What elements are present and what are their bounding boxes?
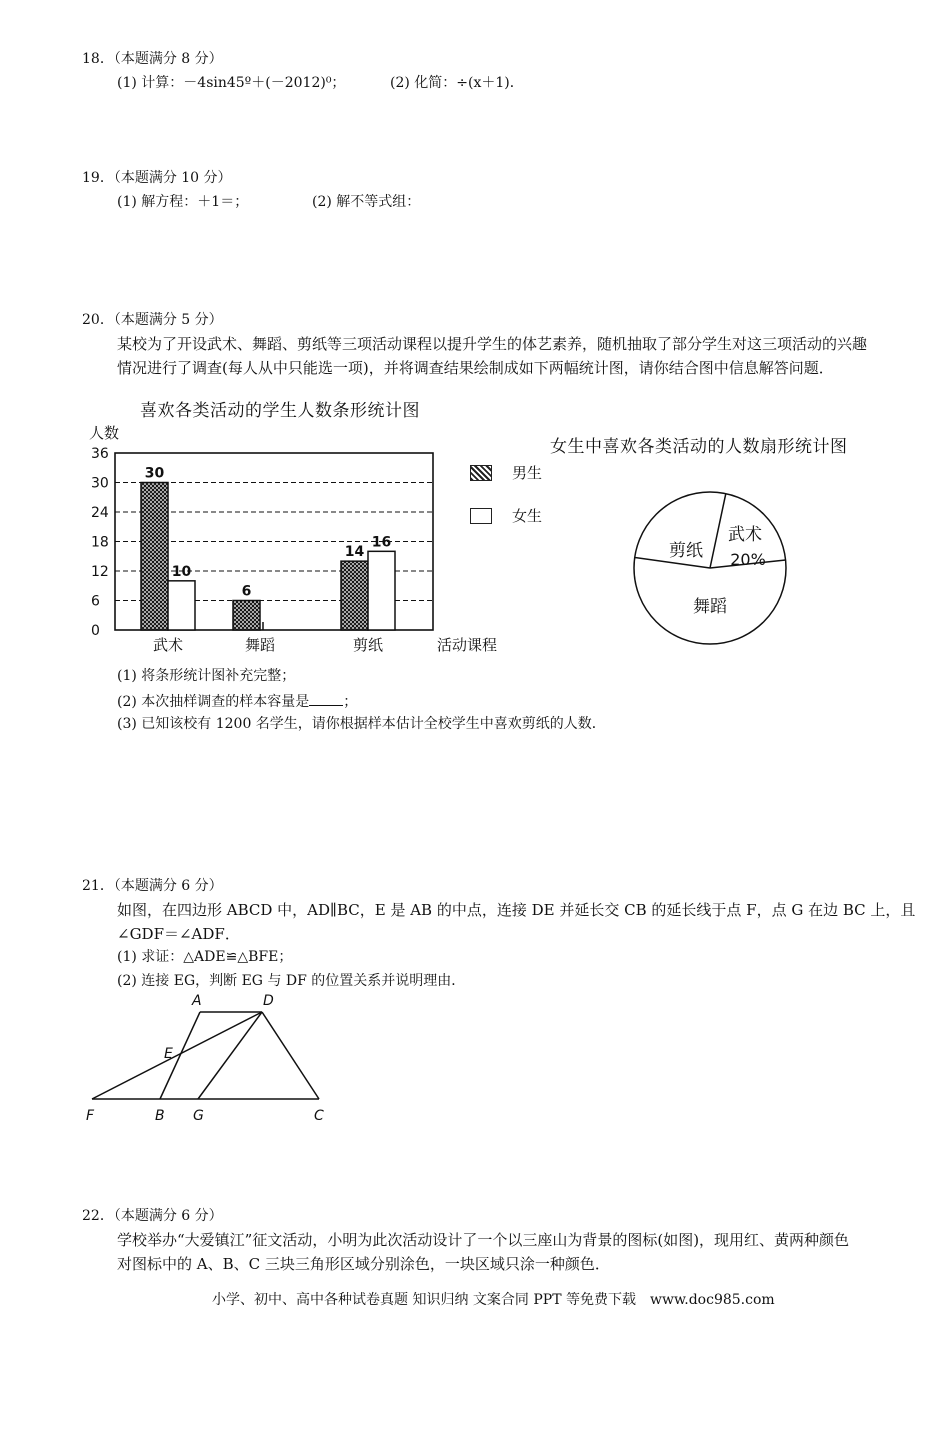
q21-text-line1: 如图，在四边形 ABCD 中，AD∥BC，E 是 AB 的中点，连接 DE 并延长交 CB 的延长线于点 F，点 G 在边 BC 上，且 [117, 901, 916, 919]
q20-header [82, 311, 223, 329]
q18-header [82, 50, 223, 68]
data-label: 14 [344, 544, 365, 561]
legend-swatch-female [470, 508, 492, 524]
label-F: F [86, 1108, 95, 1124]
x-axis-label: 活动课程 [437, 636, 498, 654]
segment-DC [262, 1012, 319, 1099]
label-D: D [263, 993, 274, 1009]
q22-score: （本题满分 6 分） [113, 1208, 223, 1224]
label-E: E [164, 1046, 173, 1062]
label-C: C [314, 1108, 324, 1124]
slice-label-jianzhi: 剪纸 [669, 541, 703, 561]
bar-chart [85, 418, 525, 658]
q20-sub2-text: (2) 本次抽样调查的样本容量是 [117, 694, 310, 710]
y-tick-label: 36 [91, 446, 109, 462]
y-tick-label: 12 [91, 564, 109, 580]
q21-score: （本题满分 6 分） [113, 878, 223, 894]
slice-label-wushu: 武术 [728, 525, 762, 545]
q21-sub1: (1) 求证：△ADE≌△BFE； [117, 949, 293, 965]
q20-score: （本题满分 5 分） [113, 312, 223, 328]
legend-label-female: 女生 [512, 507, 543, 525]
bar-male [141, 483, 168, 631]
slice-value-wushu: 20% [730, 550, 766, 569]
data-label: 6 [241, 583, 252, 600]
q20-sub2 [117, 691, 357, 711]
footer-text: 小学、初中、高中各种试卷真题 知识归纳 文案合同 PPT 等免费下载 www.doc985.com [212, 1292, 775, 1308]
y-tick-label: 0 [91, 623, 100, 639]
y-tick-label: 6 [91, 593, 100, 610]
q18-number: 18． [82, 51, 114, 67]
q20-number: 20． [82, 312, 114, 328]
label-G: G [193, 1108, 204, 1124]
q19-part1: (1) 解方程：＋1＝； [117, 194, 249, 210]
y-axis-label: 人数 [89, 424, 120, 442]
bar-female [368, 551, 395, 630]
y-tick-label: 18 [91, 534, 109, 551]
data-label: 10 [171, 563, 192, 580]
q19-part2: (2) 解不等式组： [312, 194, 421, 210]
q21-header [82, 877, 223, 895]
q18-part1: (1) 计算：－4sin45º＋(－2012)⁰； [117, 75, 346, 91]
bar-male [233, 601, 260, 631]
segment-FD [92, 1012, 262, 1099]
y-tick-label: 30 [91, 475, 109, 492]
legend-swatch-male [470, 465, 492, 481]
q19-number: 19． [82, 170, 114, 186]
data-label: 16 [371, 534, 392, 551]
bar-male [341, 561, 368, 630]
geometry-figure [80, 990, 340, 1125]
q20-sub1: (1) 将条形统计图补充完整； [117, 668, 296, 684]
answer-blank [309, 691, 343, 706]
q19-score: （本题满分 10 分） [113, 170, 232, 186]
q21-text-line2: ∠GDF＝∠ADF． [117, 925, 240, 943]
q20-sub2-end: ； [343, 694, 358, 710]
q20-text-line2: 情况进行了调查(每人从中只能选一项)，并将调查结果绘制成如下两幅统计图，请你结合图中信息解答问题． [117, 359, 834, 377]
bar-female [168, 581, 195, 630]
q18-part2: (2) 化简：÷(x＋1)． [390, 75, 524, 91]
bar-chart-title: 喜欢各类活动的学生人数条形统计图 [140, 401, 420, 421]
pie-chart-title: 女生中喜欢各类活动的人数扇形统计图 [550, 437, 848, 457]
y-tick-label: 24 [91, 505, 109, 521]
q21-number: 21． [82, 878, 114, 894]
q20-text-line1: 某校为了开设武术、舞蹈、剪纸等三项活动课程以提升学生的体艺素养，随机抽取了部分学生对这三项活动的兴趣 [117, 335, 868, 353]
x-tick-label: 舞蹈 [244, 636, 276, 654]
slice-label-wudao: 舞蹈 [693, 597, 727, 617]
x-tick-label: 武术 [152, 636, 184, 654]
q18-score: （本题满分 8 分） [113, 51, 223, 67]
q22-text-line2: 对图标中的 A、B、C 三块三角形区域分别涂色，一块区域只涂一种颜色． [117, 1255, 610, 1273]
label-B: B [155, 1108, 165, 1124]
q22-number: 22． [82, 1208, 114, 1224]
segment-DG [198, 1012, 262, 1099]
q22-text-line1: 学校举办“大爱镇江”征文活动，小明为此次活动设计了一个以三座山为背景的图标(如图)，现用红、黄两种颜色 [117, 1231, 850, 1249]
q21-sub2: (2) 连接 EG，判断 EG 与 DF 的位置关系并说明理由． [117, 973, 466, 989]
q19-header [82, 169, 232, 187]
q20-sub3: (3) 已知该校有 1200 名学生，请你根据样本估计全校学生中喜欢剪纸的人数． [117, 716, 606, 732]
q22-header [82, 1207, 223, 1225]
data-label: 30 [144, 465, 165, 482]
label-A: A [192, 993, 202, 1009]
legend-label-male: 男生 [512, 464, 543, 482]
pie-chart [630, 480, 790, 655]
x-tick-label: 剪纸 [352, 636, 384, 654]
